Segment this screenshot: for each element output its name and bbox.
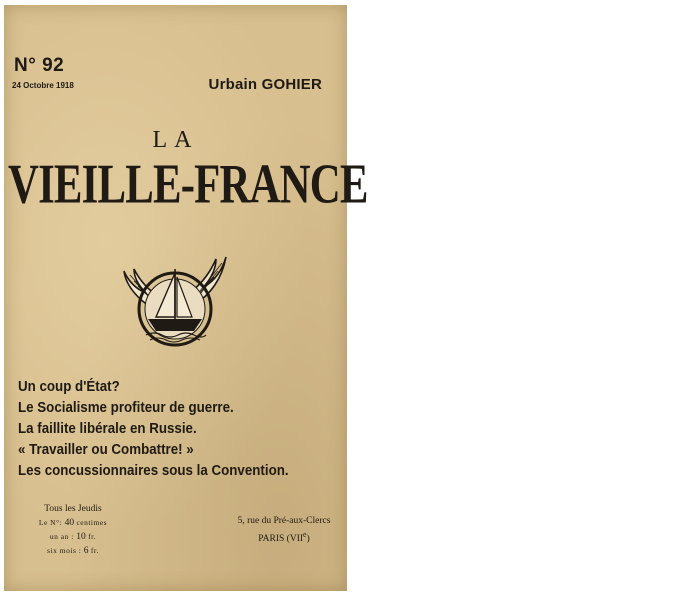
winged-ship-emblem-icon xyxy=(118,251,233,349)
title-article: LA xyxy=(152,127,199,153)
address-street: 5, rue du Pré-aux-Clercs xyxy=(237,516,331,526)
issue-date: 24 Octobre 1918 xyxy=(12,81,74,90)
six-month-price: six mois : 6 fr. xyxy=(47,546,99,556)
address-city: PARIS (VIIe) xyxy=(258,530,310,545)
publisher-address xyxy=(226,515,342,546)
headline-list xyxy=(18,377,338,482)
headline-item: Le Socialisme profiteur de guerre. xyxy=(18,400,234,416)
publication-title: VIEILLE-FRANCE xyxy=(8,154,368,216)
author-name: Urbain GOHIER xyxy=(208,76,322,93)
subscription-info xyxy=(18,503,128,558)
publication-frequency: Tous les Jeudis xyxy=(44,504,102,514)
issue-number: N° 92 xyxy=(14,55,65,76)
headline-item: « Travailler ou Combattre! » xyxy=(18,442,194,458)
headline-item: La faillite libérale en Russie. xyxy=(18,421,197,437)
issue-price: Le N°: 40 centimes xyxy=(38,518,108,528)
headline-item: Un coup d'État? xyxy=(18,379,120,395)
headline-item: Les concussionnaires sous la Convention. xyxy=(18,463,289,479)
magazine-cover xyxy=(4,5,368,591)
annual-price: un an : 10 fr. xyxy=(49,532,97,542)
